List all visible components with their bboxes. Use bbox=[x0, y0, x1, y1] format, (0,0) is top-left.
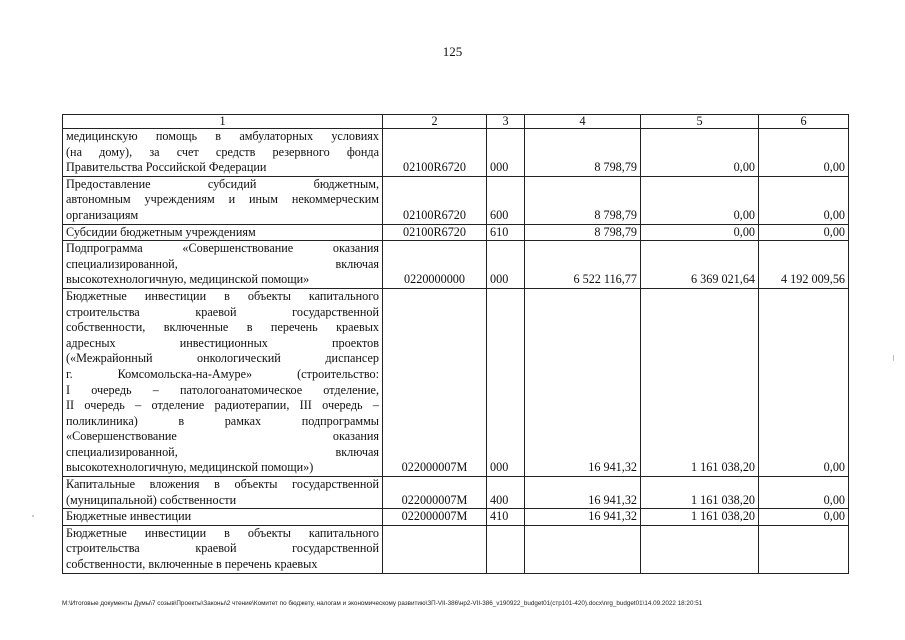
amount-col5: 1 161 038,20 bbox=[641, 288, 759, 476]
row-name-line: (на дому), за счет средств резервного фонда bbox=[66, 144, 379, 159]
amount-col4: 8 798,79 bbox=[525, 129, 641, 177]
column-header: 5 bbox=[641, 115, 759, 129]
column-header: 4 bbox=[525, 115, 641, 129]
amount-col4 bbox=[525, 525, 641, 573]
amount-col4: 16 941,32 bbox=[525, 509, 641, 526]
amount-col4: 16 941,32 bbox=[525, 477, 641, 509]
row-name-line: Капитальные вложения в объекты государственной bbox=[66, 477, 379, 492]
row-name-line: адресных инвестиционных проектов bbox=[66, 335, 379, 350]
amount-col5: 1 161 038,20 bbox=[641, 509, 759, 526]
row-name-line: медицинскую помощь в амбулаторных условиях bbox=[66, 129, 379, 143]
row-name-line: Субсидии бюджетным учреждениям bbox=[66, 224, 256, 239]
row-name bbox=[63, 288, 383, 476]
row-name-line: собственности, включенные в перечень краевых bbox=[66, 557, 318, 572]
row-name-line: автономным учреждениям и иным некоммерческим bbox=[66, 192, 379, 207]
row-name bbox=[63, 176, 383, 224]
amount-col4: 8 798,79 bbox=[525, 224, 641, 241]
document-path-footer: M:\Итоговые документы Думы\7 созыв\Проекты\Законы\2 чтение\Комитет по бюджету, налогам и экономическому развитию\ЗП-VII-386\нр2-VII-386_v190922_budget01(стр101-420).docx\nrg_budget01\14.09.2022 18:20:51 bbox=[62, 600, 703, 607]
expense-type: 410 bbox=[487, 509, 525, 526]
row-name-line: строительства краевой государственной bbox=[66, 304, 379, 319]
amount-col5: 0,00 bbox=[641, 224, 759, 241]
row-name-line: «Совершенствование оказания bbox=[66, 429, 379, 444]
amount-col6: 4 192 009,56 bbox=[759, 241, 849, 289]
table-row bbox=[63, 176, 849, 224]
table-row bbox=[63, 224, 849, 241]
page-number: 125 bbox=[442, 44, 463, 59]
row-name-line: г. Комсомольска-на-Амуре» (строительство: bbox=[66, 366, 379, 381]
row-name-line: строительства краевой государственной bbox=[66, 541, 379, 556]
expense-type: 000 bbox=[487, 129, 525, 177]
budget-table bbox=[62, 114, 849, 574]
amount-col4: 6 522 116,77 bbox=[525, 241, 641, 289]
target-code bbox=[383, 525, 487, 573]
row-name bbox=[63, 477, 383, 509]
column-header: 1 bbox=[63, 115, 383, 129]
target-code: 0220000000 bbox=[383, 241, 487, 289]
scan-speck bbox=[893, 355, 894, 361]
amount-col6: 0,00 bbox=[759, 477, 849, 509]
amount-col4: 8 798,79 bbox=[525, 176, 641, 224]
table-row bbox=[63, 288, 849, 476]
expense-type: 610 bbox=[487, 224, 525, 241]
row-name-line: Бюджетные инвестиции bbox=[66, 509, 192, 524]
row-name bbox=[63, 525, 383, 573]
amount-col6: 0,00 bbox=[759, 288, 849, 476]
row-name-line: II очередь – отделение радиотерапии, III очередь – bbox=[66, 398, 379, 413]
amount-col5 bbox=[641, 525, 759, 573]
column-header: 2 bbox=[383, 115, 487, 129]
row-name bbox=[63, 224, 383, 241]
scan-speck bbox=[32, 515, 34, 517]
amount-col6: 0,00 bbox=[759, 509, 849, 526]
row-name-line: специализированной, включая bbox=[66, 256, 379, 271]
expense-type: 600 bbox=[487, 176, 525, 224]
target-code: 022000007М bbox=[383, 288, 487, 476]
row-name-line: Бюджетные инвестиции в объекты капитального bbox=[66, 288, 379, 303]
row-name-line: организациям bbox=[66, 207, 139, 222]
expense-type: 000 bbox=[487, 241, 525, 289]
amount-col6 bbox=[759, 525, 849, 573]
row-name-line: Правительства Российской Федерации bbox=[66, 160, 267, 175]
expense-type: 400 bbox=[487, 477, 525, 509]
target-code: 022000007М bbox=[383, 509, 487, 526]
column-header: 6 bbox=[759, 115, 849, 129]
row-name bbox=[63, 241, 383, 289]
row-name-line: собственности, включенные в перечень краевых bbox=[66, 320, 379, 335]
table-row bbox=[63, 129, 849, 177]
table-row bbox=[63, 525, 849, 573]
row-name-line: (муниципальной) собственности bbox=[66, 492, 237, 507]
amount-col4: 16 941,32 bbox=[525, 288, 641, 476]
table-row bbox=[63, 241, 849, 289]
row-name-line: специализированной, включая bbox=[66, 444, 379, 459]
table-row bbox=[63, 477, 849, 509]
target-code: 02100R6720 bbox=[383, 224, 487, 241]
row-name-line: поликлиника) в рамках подпрограммы bbox=[66, 413, 379, 428]
row-name-line: I очередь – патологоанатомическое отделение, bbox=[66, 382, 379, 397]
target-code: 02100R6720 bbox=[383, 176, 487, 224]
amount-col6: 0,00 bbox=[759, 129, 849, 177]
column-header: 3 bbox=[487, 115, 525, 129]
amount-col5: 0,00 bbox=[641, 176, 759, 224]
expense-type bbox=[487, 525, 525, 573]
amount-col5: 6 369 021,64 bbox=[641, 241, 759, 289]
target-code: 022000007М bbox=[383, 477, 487, 509]
row-name bbox=[63, 509, 383, 526]
header-row bbox=[63, 115, 849, 129]
row-name-line: Предоставление субсидий бюджетным, bbox=[66, 176, 379, 191]
row-name-line: высокотехнологичную, медицинской помощи») bbox=[66, 460, 314, 475]
expense-type: 000 bbox=[487, 288, 525, 476]
row-name-line: («Межрайонный онкологический диспансер bbox=[66, 351, 379, 366]
row-name-line: высокотехнологичную, медицинской помощи» bbox=[66, 272, 310, 287]
amount-col5: 1 161 038,20 bbox=[641, 477, 759, 509]
target-code: 02100R6720 bbox=[383, 129, 487, 177]
row-name bbox=[63, 129, 383, 177]
amount-col5: 0,00 bbox=[641, 129, 759, 177]
table-row bbox=[63, 509, 849, 526]
row-name-line: Подпрограмма «Совершенствование оказания bbox=[66, 241, 379, 256]
amount-col6: 0,00 bbox=[759, 176, 849, 224]
amount-col6: 0,00 bbox=[759, 224, 849, 241]
row-name-line: Бюджетные инвестиции в объекты капитального bbox=[66, 525, 379, 540]
